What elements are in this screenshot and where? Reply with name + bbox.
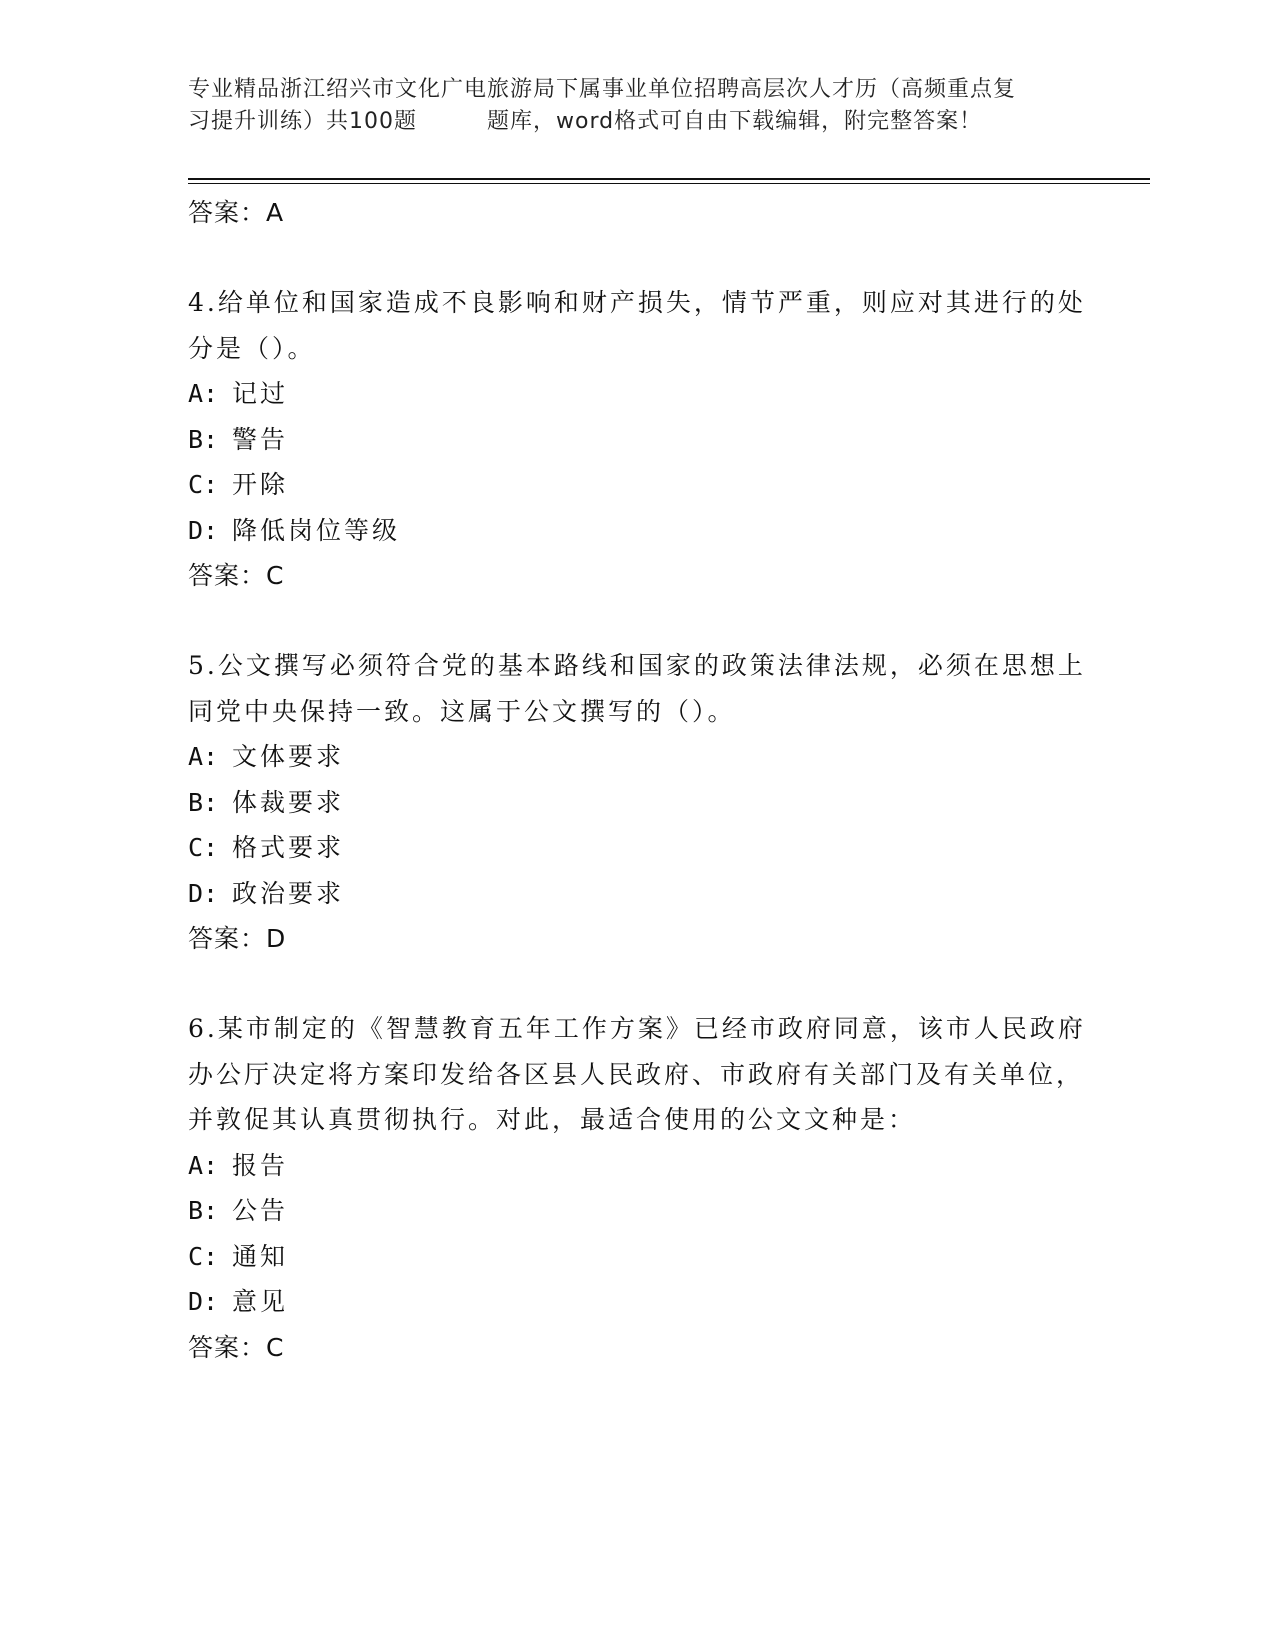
question-4 [188,280,1088,598]
option-text: 格式要求 [232,833,345,862]
question-stem: 4.给单位和国家造成不良影响和财产损失，情节严重，则应对其进行的处分是（）。 [188,288,1086,363]
question-5 [188,643,1088,961]
option-key: D: [188,1287,219,1316]
option-text: 降低岗位等级 [232,515,401,545]
option-key: B: [188,1196,219,1225]
option-key: C: [188,833,219,862]
option-key: C: [188,470,219,499]
option-key: B: [188,424,219,454]
option-d [188,871,1088,917]
option-key: B: [188,787,219,817]
header-line-1: 专业精品浙江绍兴市文化广电旅游局下属事业单位招聘高层次人才历（高频重点复 [188,77,1017,102]
question-list [188,190,1088,1370]
option-key: D: [188,878,219,908]
question-stem: 5.公文撰写必须符合党的基本路线和国家的政策法律法规，必须在思想上同党中央保持一致。这属于公文撰写的（）。 [188,651,1086,726]
option-c [188,825,1088,871]
question-answer: 答案：C [188,1332,285,1362]
header-line-2-right: 题库，word格式可自由下载编辑，附完整答案！ [487,109,983,134]
option-text: 政治要求 [232,878,345,908]
option-text: 意见 [232,1287,289,1316]
option-key: C: [188,1241,219,1271]
option-a [188,371,1088,417]
option-d [188,1279,1088,1325]
option-text: 记过 [232,379,289,408]
option-key: A: [188,742,219,771]
option-text: 公告 [232,1196,289,1225]
header-line-2 [188,106,1108,138]
option-b [188,780,1088,826]
option-key: A: [188,379,219,408]
header-divider-thin [188,183,1150,184]
question-6 [188,1006,1088,1370]
option-d [188,508,1088,554]
option-text: 体裁要求 [232,787,345,817]
option-a [188,1143,1088,1189]
option-c [188,1234,1088,1280]
option-b [188,1188,1088,1234]
option-text: 文体要求 [232,742,345,771]
leading-answer: 答案：A [188,198,285,227]
option-text: 通知 [232,1241,289,1271]
question-stem: 6.某市制定的《智慧教育五年工作方案》已经市政府同意，该市人民政府办公厅决定将方案印发给各区县人民政府、市政府有关部门及有关单位，并敦促其认真贯彻执行。对此，最适合使用的公文文种是： [188,1014,1086,1134]
option-text: 开除 [232,470,289,499]
header-divider-thick [188,178,1150,180]
option-key: D: [188,515,219,545]
option-key: A: [188,1150,219,1180]
option-text: 警告 [232,424,289,454]
question-answer: 答案：C [188,561,285,590]
option-a [188,734,1088,780]
header-line-2-left: 习提升训练）共100题 [188,109,417,134]
document-header [188,74,1108,138]
option-c [188,462,1088,508]
question-answer: 答案：D [188,924,287,953]
option-b [188,417,1088,463]
option-text: 报告 [232,1150,289,1180]
